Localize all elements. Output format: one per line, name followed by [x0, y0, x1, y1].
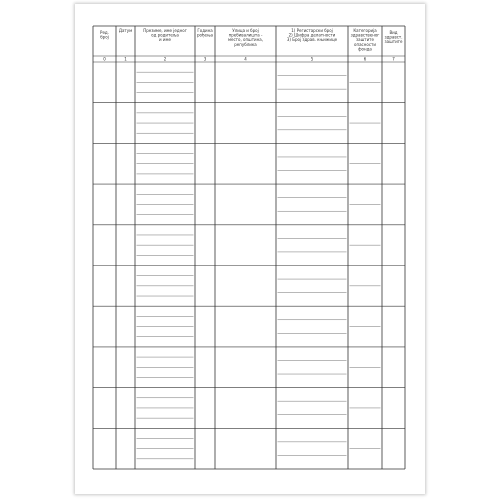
registry-form-page: [75, 4, 425, 494]
header-col4-line0: Улица и број: [232, 28, 259, 33]
header-col6-line2: заштите: [356, 37, 374, 43]
header-col4-line2: место, општина,: [228, 37, 263, 43]
header-col7-line1: здравст.: [384, 34, 403, 40]
header-col6-line1: здравственог: [350, 32, 380, 38]
header-col0-line0: Ред.: [100, 30, 109, 35]
header-col6-line3: опасности: [354, 41, 376, 47]
header-col0-line1: број: [100, 34, 109, 40]
header-col2-line0: Презиме, име једног: [143, 28, 187, 33]
header-col6-line0: Категорија: [353, 28, 377, 33]
header-col5-line2: 3) Број здрав. књижице: [286, 37, 338, 43]
header-col1-line0: Датум: [118, 28, 133, 33]
header-col4-line3: република: [234, 41, 257, 47]
header-col3-line0: Година: [197, 28, 213, 33]
header-col5-line1: 2) Шифра делатности: [288, 32, 336, 38]
header-col6-line4: фонда: [358, 46, 372, 52]
header-col7-line0: Вид: [389, 30, 398, 35]
registry-table: [75, 4, 425, 494]
column-number-1: 1: [124, 56, 127, 62]
column-number-2: 2: [163, 56, 167, 62]
column-number-0: 0: [103, 56, 106, 62]
header-col2-line1: од родитеља: [151, 32, 179, 38]
column-number-3: 3: [203, 56, 207, 62]
column-number-6: 6: [363, 56, 367, 62]
header-col2-line2: и име: [159, 37, 171, 43]
header-col4-line1: пребивалишта -: [228, 32, 263, 38]
header-col7-line2: заштите: [384, 39, 403, 45]
column-number-7: 7: [392, 56, 395, 62]
column-number-4: 4: [244, 56, 247, 62]
column-number-5: 5: [310, 56, 314, 62]
header-col3-line1: рођења: [197, 32, 213, 38]
header-col5-line0: 1) Регистарски број: [291, 28, 333, 33]
